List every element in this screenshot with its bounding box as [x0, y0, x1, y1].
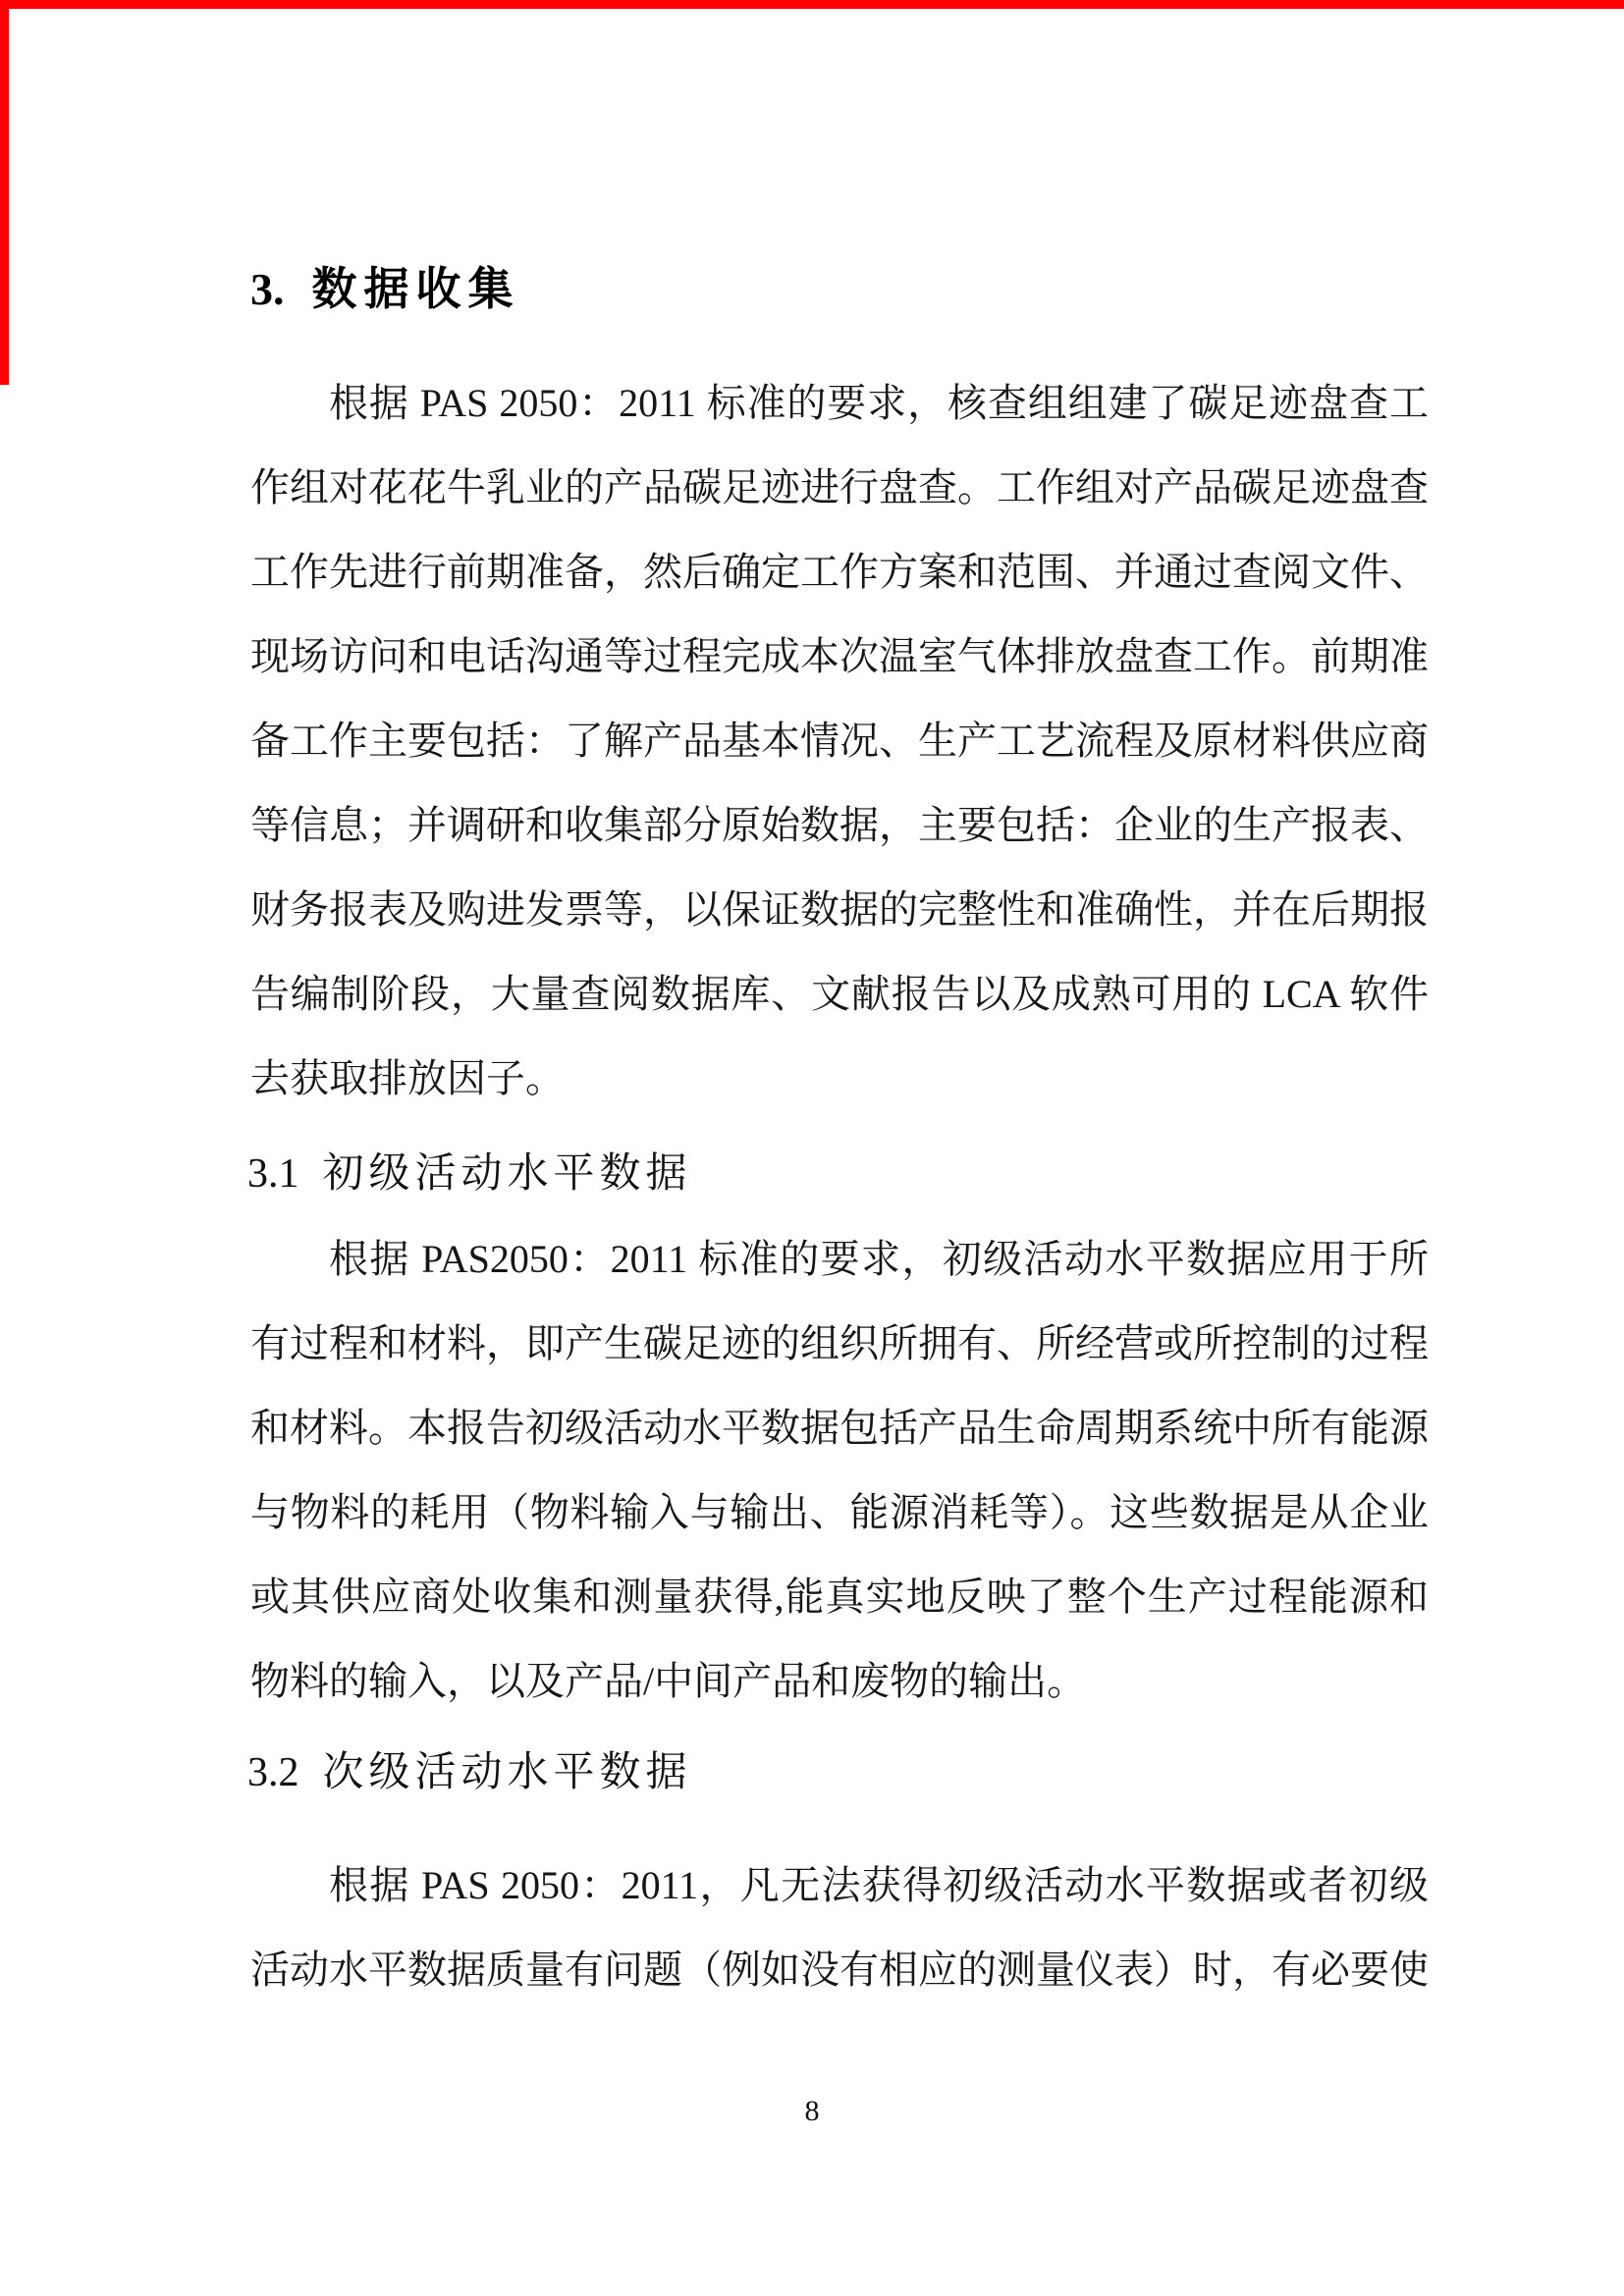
paragraph-2: [250, 1217, 1429, 1724]
text-line: 工作先进行前期准备，然后确定工作方案和范围、并通过查阅文件、: [250, 550, 1429, 594]
subsection-number: 3.2: [247, 1750, 299, 1795]
left-margin-mark: [0, 0, 9, 385]
text-line: 活动水平数据质量有问题（例如没有相应的测量仪表）时，有必要使: [250, 1948, 1429, 1992]
text-line: 物料的输入，以及产品/中间产品和废物的输出。: [250, 1659, 1087, 1703]
text-line: 作组对花花牛乳业的产品碳足迹进行盘查。工作组对产品碳足迹盘查: [250, 465, 1429, 509]
text-line: 根据 PAS 2050：2011 标准的要求，核查组组建了碳足迹盘查工: [329, 381, 1429, 425]
subsection-title: 初级活动水平数据: [322, 1151, 692, 1197]
subsection-title: 次级活动水平数据: [322, 1750, 692, 1795]
text-line: 与物料的耗用（物料输入与输出、能源消耗等）。这些数据是从企业: [250, 1490, 1429, 1534]
section-heading-title: 数据收集: [311, 264, 520, 314]
page-number: 8: [804, 2095, 820, 2127]
paragraph-3: [250, 1843, 1429, 2012]
top-margin-mark: [0, 0, 1624, 9]
text-line: 或其供应商处收集和测量获得,能真实地反映了整个生产过程能源和: [250, 1575, 1429, 1619]
section-heading: [250, 253, 520, 318]
text-line: 等信息；并调研和收集部分原始数据，主要包括：企业的生产报表、: [250, 803, 1429, 847]
text-line: 和材料。本报告初级活动水平数据包括产品生命周期系统中所有能源: [250, 1406, 1429, 1450]
text-line: 财务报表及购进发票等，以保证数据的完整性和准确性，并在后期报: [250, 887, 1429, 932]
text-line: 现场访问和电话沟通等过程完成本次温室气体排放盘查工作。前期准: [250, 634, 1429, 678]
text-line: 告编制阶段，大量查阅数据库、文献报告以及成熟可用的 LCA 软件: [250, 972, 1429, 1016]
subsection-heading-3-1: [247, 1141, 692, 1200]
text-line: 根据 PAS 2050：2011，凡无法获得初级活动水平数据或者初级: [329, 1863, 1429, 1907]
text-line: 备工作主要包括：了解产品基本情况、生产工艺流程及原材料供应商: [250, 719, 1429, 763]
subsection-number: 3.1: [247, 1151, 299, 1197]
section-heading-number: 3.: [250, 264, 285, 314]
text-line: 根据 PAS2050：2011 标准的要求，初级活动水平数据应用于所: [329, 1237, 1429, 1281]
text-line: 去获取排放因子。: [250, 1056, 565, 1100]
subsection-heading-3-2: [247, 1739, 692, 1798]
text-line: 有过程和材料，即产生碳足迹的组织所拥有、所经营或所控制的过程: [250, 1321, 1429, 1365]
paragraph-1: [250, 361, 1429, 1121]
